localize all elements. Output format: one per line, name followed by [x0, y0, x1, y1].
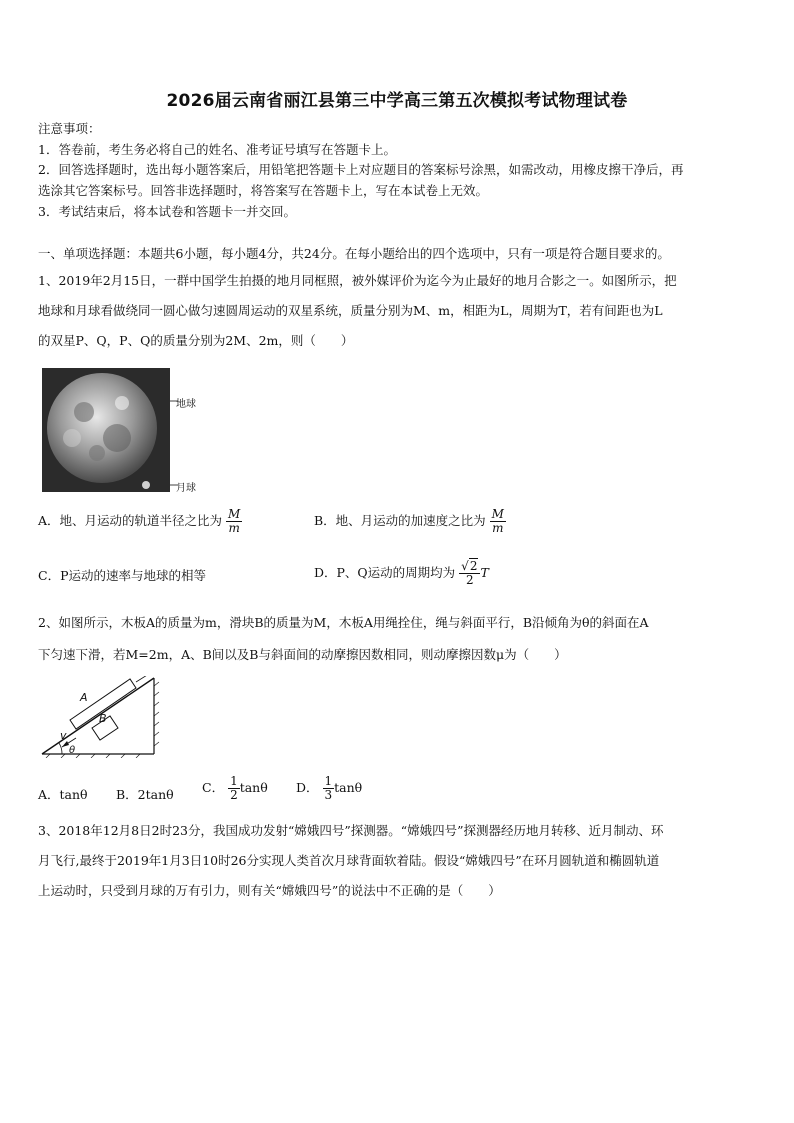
q2-option-b[interactable]: B．2tanθ: [116, 787, 174, 802]
notice-heading: 注意事项：: [38, 121, 101, 136]
moon-label: 月球: [176, 483, 196, 494]
page-title: 2026届云南省丽江县第三中学高三第五次模拟考试物理试卷: [166, 91, 628, 111]
frac-den: m: [490, 521, 506, 535]
earth-label: 地球: [176, 399, 196, 410]
notice-item-3: 3．考试结束后，将本试卷和答题卡一并交回。: [38, 204, 296, 219]
q1-option-b[interactable]: [314, 508, 506, 535]
q1-line-2: 地球和月球看做绕同一圆心做匀速圆周运动的双星系统，质量分别为M、m，相距为L，周期为T，若有间距也为L: [38, 303, 663, 318]
q2-option-d-tail: tanθ: [334, 780, 363, 795]
label-b: B: [99, 712, 107, 725]
frac-num: 1: [324, 774, 333, 788]
frac-den: 2: [459, 573, 480, 587]
q2-option-a[interactable]: A．tanθ: [38, 787, 88, 802]
q1-line-1: 1、2019年2月15日，一群中国学生拍摄的地月同框照，被外媒评价为迄今为止最好的地月合影之一。如图所示，把: [38, 273, 677, 288]
earth-disc: [47, 373, 157, 483]
fraction-b: [490, 508, 506, 535]
notice-item-1: 1．答卷前，考生务必将自己的姓名、准考证号填写在答题卡上。: [38, 142, 396, 157]
moon-dot: [142, 481, 150, 489]
fraction-a: [226, 508, 242, 535]
notice-item-2-cont: 选涂其它答案标号。回答非选择题时，将答案写在答题卡上，写在本试卷上无效。: [38, 183, 489, 198]
q1-option-a-text: A．地、月运动的轨道半径之比为: [38, 513, 223, 528]
earth-moon-photo: [42, 368, 170, 492]
frac-num-root: √2: [461, 559, 478, 573]
q2-option-c[interactable]: [202, 775, 268, 802]
q2-option-d-prefix: D．: [296, 780, 319, 795]
label-a: A: [80, 691, 88, 704]
fraction-c: [228, 775, 240, 802]
q1-option-d[interactable]: [314, 560, 489, 587]
earth-moon-illustration: [42, 368, 170, 492]
label-theta: θ: [69, 745, 76, 756]
q1-line-3: 的双星P、Q，P、Q的质量分别为2M、2m，则（ ）: [38, 333, 354, 348]
section-heading: 一、单项选择题：本题共6小题，每小题4分，共24分。在每小题给出的四个选项中，只有一项是符合题目要求的。: [38, 246, 670, 261]
q2-option-c-prefix: C．: [202, 780, 225, 795]
frac-den: 3: [324, 788, 333, 802]
q2-option-c-tail: tanθ: [239, 780, 268, 795]
frac-num: 1: [230, 774, 238, 788]
q3-line-2: 月飞行,最终于2019年1月3日10时26分实现人类首次月球背面软着陆。假设“嫦娥四号”在环月圆轨道和椭圆轨道: [38, 853, 660, 868]
notice-item-2: 2．回答选择题时，选出每小题答案后，用铅笔把答题卡上对应题目的答案标号涂黑，如需改动，用橡皮擦干净后，再: [38, 162, 684, 177]
frac-den: 2: [230, 788, 238, 802]
q1-option-c[interactable]: C．P运动的速率与地球的相等: [38, 568, 206, 583]
label-v: v: [60, 729, 67, 742]
q1-option-a[interactable]: [38, 508, 242, 535]
fraction-d2: [323, 775, 335, 802]
fraction-d: [459, 560, 480, 587]
q2-option-d[interactable]: [296, 775, 362, 802]
radicand: 2: [469, 559, 478, 573]
frac-num: M: [491, 507, 504, 521]
q3-line-1: 3、2018年12月8日2时23分，我国成功发射“嫦娥四号”探测器。“嫦娥四号”探测器经历地月转移、近月制动、环: [38, 823, 664, 838]
q2-line-1: 2、如图所示，木板A的质量为m，滑块B的质量为M，木板A用绳拴住，绳与斜面平行，B沿倾角为θ的斜面在A: [38, 615, 649, 630]
q3-line-3: 上运动时，只受到月球的万有引力，则有关“嫦娥四号”的说法中不正确的是（ ）: [38, 883, 501, 898]
q2-line-2: 下匀速下滑，若M=2m，A、B间以及B与斜面间的动摩擦因数相同，则动摩擦因数μ为（ ）: [38, 647, 567, 662]
frac-num: M: [228, 507, 241, 521]
frac-den: m: [226, 521, 242, 535]
q1-option-b-text: B．地、月运动的加速度之比为: [314, 513, 486, 528]
period-symbol: T: [480, 565, 489, 580]
q1-option-d-text: D．P、Q运动的周期均为: [314, 565, 456, 580]
